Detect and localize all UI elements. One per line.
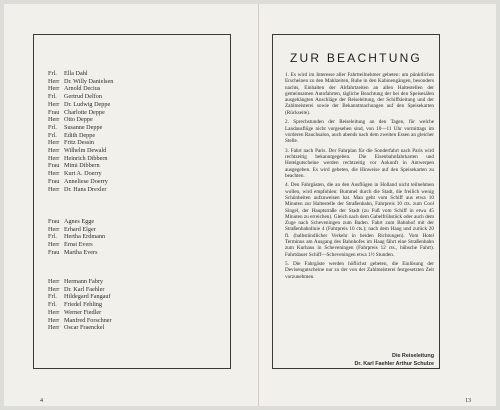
guest-title: Herr <box>48 324 60 332</box>
guest-title: Herr <box>48 278 60 285</box>
guest-name: Dr. Karl Faehler <box>64 285 105 293</box>
guest-row <box>48 132 113 140</box>
guest-row <box>48 109 113 117</box>
guest-row <box>48 249 105 257</box>
guest-title: Herr <box>48 116 60 124</box>
guest-title: Frl. <box>48 131 57 139</box>
guest-row <box>48 218 105 226</box>
guest-row <box>48 226 105 234</box>
guest-name: Werner Fiedler <box>64 308 102 316</box>
guest-list-group-2 <box>48 218 105 257</box>
page-number-right: 13 <box>465 398 471 404</box>
guest-row <box>48 186 113 194</box>
guest-title: Frl. <box>48 293 57 301</box>
guest-name: Edith Deppe <box>64 131 96 139</box>
guest-name: Hildegard Fangauf <box>64 293 111 301</box>
guest-name: Friedel Fehling <box>64 301 102 309</box>
guest-title: Herr <box>48 241 60 249</box>
guest-name: Gertrud Delfon <box>64 93 102 101</box>
guest-name: Anneliese Doerry <box>64 177 108 185</box>
guest-list-group-3 <box>48 278 112 332</box>
guest-name: Manfred Forschner <box>64 316 112 324</box>
guest-title: Frau <box>48 177 60 185</box>
guest-row <box>48 178 113 186</box>
guest-title: Herr <box>48 77 60 85</box>
guest-row <box>48 162 113 170</box>
notice-item: 5. Die Fahrgäste werden höflichst gebeten, die Einlösung der Devisengutscheine nur zu der von der Zahlmeisterei festgesetzten Zeit vorzunehmen. <box>285 261 434 280</box>
guest-title: Herr <box>48 85 60 93</box>
guest-title: Herr <box>48 225 60 233</box>
guest-name: Arnold Decius <box>64 85 101 93</box>
guest-title: Herr <box>48 316 60 324</box>
notice-item: 3. Fahrt nach Paris. Der Fahrplan für die Sonderfahrt nach Paris wird rechtzeitig bekanntgegeben. Die Eisenbahnfahrkarten und Hotelgutscheine werden rechtzeitig vor Ankunft in Antwerpen ausgegeben. Es wird gebeten, die Hinweise auf den Speisekarten zu beachten. <box>285 147 434 179</box>
guest-title: Frau <box>48 108 60 116</box>
guest-row <box>48 324 112 332</box>
guest-name: Ernst Evers <box>64 241 93 249</box>
guest-row <box>48 233 105 241</box>
guest-row <box>48 241 105 249</box>
guest-name: Erhard Elger <box>64 225 96 233</box>
guest-name: Fritz Dessin <box>64 139 95 147</box>
guest-row <box>48 116 113 124</box>
guest-row <box>48 301 112 309</box>
guest-name: Dr. Willy Danielsen <box>64 77 114 85</box>
notice-item: 4. Den Fahrgästen, die an den Ausflügen in Holland nicht teilnehmen wollen, wird empfohlen: Bummel durch die Stadt, die freilich wenig Schönheiten aufzuweisen hat. Man geht vom Schiff aus etwa 10 Minuten zur Haltestelle der Straßenbahn, Fahrpreis 10 cts. zum Cool Singel, der Hauptstraße der Stadt (zu Fuß vom Schiff in etwa 45 Minuten zu erreichen). Gleich nach dem Gabelfrühstück oder auch dem Zuge nach Scheveningen zum Baden. Fahrt zum Bahnhof mit der Straßenbahnlinie 4 (Fahrpreis 10 cts.); nach dem Haag und zurück 20 fl. (halbstündlicher Verkehr in beiden Richtungen). Vom Hotel Terminus am Ausgang des Bahnhofes im Haag fährt eine Straßenbahn zum Kurhaus in Scheveningen (Fahrpreis 12 cts., hübsche Fahrt). Fahrtdauer Schiff—Scheveningen etwa 1½ Stunden. <box>285 182 434 258</box>
notice-items <box>285 72 434 283</box>
guest-row <box>48 139 113 147</box>
guest-title: Frau <box>48 218 60 225</box>
guest-title: Herr <box>48 147 60 155</box>
guest-name: Wilhelm Dewald <box>64 147 107 155</box>
guest-title: Herr <box>48 170 60 178</box>
page-heading: ZUR BEACHTUNG <box>290 51 422 65</box>
guest-row <box>48 293 112 301</box>
guest-title: Frl. <box>48 93 57 101</box>
signature-title: Die Reiseleitung <box>392 353 434 359</box>
guest-title: Herr <box>48 154 60 162</box>
page-fold <box>258 4 259 406</box>
page-number-left: 4 <box>40 398 43 404</box>
guest-title: Herr <box>48 185 60 193</box>
guest-row <box>48 309 112 317</box>
signature-names: Dr. Karl Faehler Arthur Schulze <box>354 361 434 367</box>
guest-name: Susanne Deppe <box>64 123 103 131</box>
guest-row <box>48 278 112 286</box>
guest-title: Herr <box>48 285 60 293</box>
guest-title: Herr <box>48 139 60 147</box>
guest-title: Frau <box>48 162 60 170</box>
guest-name: Oscar Fraenckel <box>64 324 105 332</box>
guest-row <box>48 101 113 109</box>
guest-title: Herr <box>48 308 60 316</box>
guest-row <box>48 78 113 86</box>
guest-row <box>48 70 113 78</box>
guest-title: Frl. <box>48 123 57 131</box>
guest-name: Ella Dahl <box>64 70 88 77</box>
guest-name: Dr. Hans Drexler <box>64 185 107 193</box>
guest-row <box>48 170 113 178</box>
guest-name: Mimi Dibbern <box>64 162 100 170</box>
guest-name: Hermann Fabry <box>64 278 104 285</box>
guest-row <box>48 155 113 163</box>
guest-title: Frl. <box>48 70 57 77</box>
guest-title: Herr <box>48 100 60 108</box>
guest-row <box>48 286 112 294</box>
guest-name: Agnes Egge <box>64 218 95 225</box>
guest-row <box>48 93 113 101</box>
guest-name: Charlotte Deppe <box>64 108 105 116</box>
guest-name: Otto Deppe <box>64 116 93 124</box>
guest-row <box>48 85 113 93</box>
guest-row <box>48 147 113 155</box>
guest-name: Dr. Ludwig Deppe <box>64 100 111 108</box>
guest-title: Frl. <box>48 301 57 309</box>
guest-name: Martha Evers <box>64 248 98 256</box>
notice-item: 2. Sprechstunden der Reiseleitung an den Tagen, für welche Landausflüge nicht vorgesehen sind, von 10—11 Uhr vormittags im vorderen Rauchsalon, auch abends nach dem zweiten Essen an gleicher Stelle. <box>285 119 434 145</box>
guest-row <box>48 317 112 325</box>
guest-list-group-1 <box>48 70 113 193</box>
guest-title: Frau <box>48 248 60 256</box>
guest-name: Heinrich Dibbern <box>64 154 108 162</box>
guest-name: Hertha Erdmann <box>64 233 106 241</box>
notice-item: 1. Es wird im Interesse aller Fahrtteilnehmer gebeten: um pünktliches Erscheinen zu den Mahlzeiten, Ruhe in den Kabinengängen, besonders nachts, Einhalten der Abfahrtzeiten an allen Haltestellen der gemeinsamen Autofahrten, tägliche Beachtung der bei den Speisesälen ausgehängten Anschläge der Reiseleitung, der Schiffsleitung und der Zahlmeisterei sowie der Bekanntmachungen auf den Speisekarten (Rückseite). <box>285 72 434 116</box>
guest-name: Kurt A. Doerry <box>64 170 102 178</box>
guest-title: Frl. <box>48 233 57 241</box>
guest-row <box>48 124 113 132</box>
